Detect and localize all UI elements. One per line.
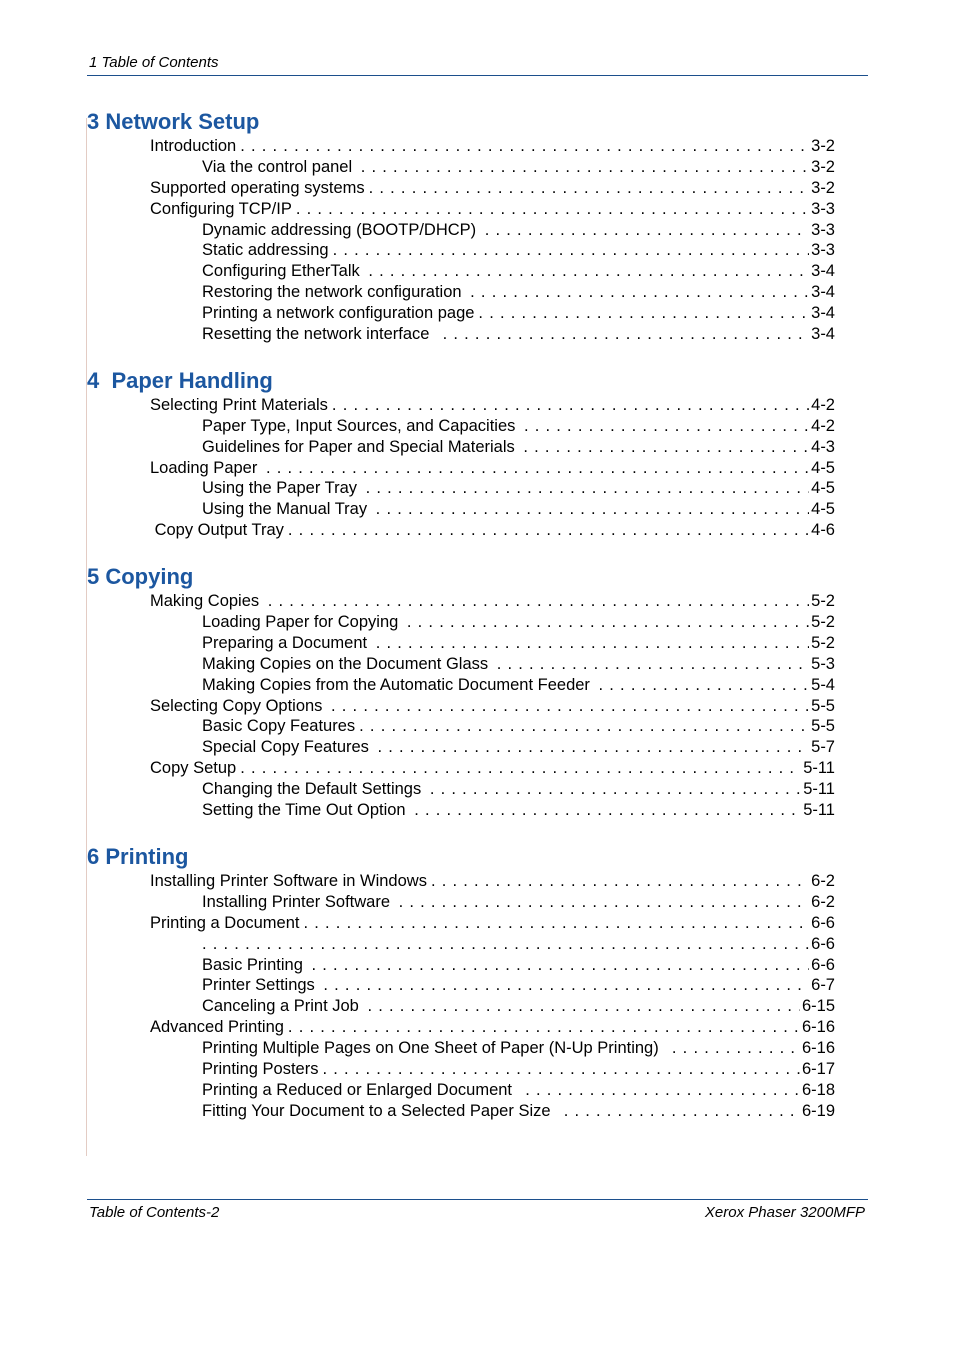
toc-entry[interactable] — [150, 520, 835, 541]
section-gap — [87, 541, 835, 563]
toc-entry-page: 6-16 — [801, 1018, 835, 1037]
toc-entry-title: Using the Manual Tray — [202, 500, 376, 518]
toc-entry-title: Making Copies from the Automatic Document Feeder — [202, 676, 599, 694]
dot-leader — [202, 220, 835, 241]
toc-entry-title: Advanced Printing — [150, 1018, 288, 1036]
toc-entry-page: 4-2 — [811, 395, 835, 414]
toc-entry-title: Changing the Default Settings — [202, 780, 430, 798]
toc-entry[interactable] — [150, 136, 835, 157]
toc-entry-title: Basic Copy Features — [202, 717, 359, 735]
toc-entry[interactable] — [150, 913, 835, 934]
toc-entry[interactable] — [202, 934, 835, 955]
page-header — [87, 53, 868, 76]
toc-entry-page: 5-11 — [803, 759, 835, 778]
toc-entry-page: 6-18 — [801, 1080, 835, 1099]
toc-entry-title: Printing a Document — [150, 914, 304, 932]
toc-entry[interactable] — [202, 1080, 835, 1101]
toc-entry-page: 6-19 — [801, 1101, 835, 1120]
dot-leader — [202, 303, 835, 324]
dot-leader — [202, 996, 835, 1017]
toc-entry-page: 5-4 — [811, 675, 835, 694]
toc-entry[interactable] — [202, 892, 835, 913]
toc-entry-title: Selecting Copy Options — [150, 697, 331, 715]
toc-entry[interactable] — [202, 654, 835, 675]
toc-entry-page: 6-2 — [811, 892, 835, 911]
dot-leader — [202, 716, 835, 737]
footer-left: Table of Contents-2 — [89, 1204, 220, 1221]
dot-leader — [150, 395, 835, 416]
toc-entry[interactable] — [202, 716, 835, 737]
toc-entry-title: Basic Printing — [202, 956, 311, 974]
toc-entry[interactable] — [202, 282, 835, 303]
toc-entry-title: Static addressing — [202, 241, 333, 259]
toc-entry-title: Preparing a Document — [202, 634, 376, 652]
chapter-title[interactable]: 3 Network Setup — [87, 109, 260, 134]
toc-entry[interactable] — [202, 675, 835, 696]
dot-leader — [202, 1101, 835, 1122]
header-text: 1 Table of Contents — [89, 54, 219, 71]
toc-entry-page: 6-17 — [801, 1059, 835, 1078]
toc-entry[interactable] — [202, 1101, 835, 1122]
toc-entry-page: 3-4 — [811, 283, 835, 302]
toc-entry-title: Copy Output Tray — [150, 521, 288, 539]
toc-entry-title: Restoring the network configuration — [202, 283, 470, 301]
dot-leader — [202, 499, 835, 520]
toc-entry[interactable] — [150, 1017, 835, 1038]
toc-entry[interactable] — [150, 871, 835, 892]
toc-entry-title: Paper Type, Input Sources, and Capacities — [202, 417, 524, 435]
toc-entry-page: 6-7 — [811, 976, 835, 995]
dot-leader — [202, 654, 835, 675]
toc-entry-page: 6-2 — [811, 871, 835, 890]
dot-leader — [202, 934, 835, 955]
toc-entry-page: 6-6 — [811, 955, 835, 974]
toc-entry-title: Making Copies — [150, 592, 268, 610]
toc-entry-title: Canceling a Print Job — [202, 997, 367, 1015]
toc-entry-title: Printing Posters — [202, 1060, 322, 1078]
toc-entry[interactable] — [202, 499, 835, 520]
toc-entry-title: Copy Setup — [150, 759, 240, 777]
toc-entry-page: 3-3 — [811, 241, 835, 260]
toc-entry-title: Installing Printer Software in Windows — [150, 872, 431, 890]
toc-chapter — [87, 843, 835, 1122]
toc-entry[interactable] — [202, 437, 835, 458]
toc-entry-page: 4-3 — [811, 437, 835, 456]
dot-leader — [202, 675, 835, 696]
toc-entry-title: Special Copy Features — [202, 738, 378, 756]
toc-entry-page: 5-7 — [811, 738, 835, 757]
toc-entry-page: 4-6 — [811, 521, 835, 540]
toc-chapter — [87, 108, 835, 345]
toc-entry[interactable] — [202, 633, 835, 654]
toc-entry-page: 6-6 — [811, 934, 835, 953]
toc-entry-title: Making Copies on the Document Glass — [202, 655, 497, 673]
toc-entry-page: 5-5 — [811, 717, 835, 736]
dot-leader — [150, 458, 835, 479]
toc-entry[interactable] — [150, 178, 835, 199]
dot-leader — [202, 478, 835, 499]
dot-leader — [150, 1017, 835, 1038]
toc-entry-page: 3-2 — [811, 178, 835, 197]
toc-entry-page: 4-5 — [811, 479, 835, 498]
toc-entry-title: Guidelines for Paper and Special Materials — [202, 438, 523, 456]
toc-entry-page: 5-2 — [811, 592, 835, 611]
dot-leader — [202, 240, 835, 261]
dot-leader — [202, 800, 835, 821]
dot-leader — [202, 737, 835, 758]
toc-entry-page: 3-4 — [811, 262, 835, 281]
dot-leader — [202, 437, 835, 458]
toc-entry[interactable] — [202, 975, 835, 996]
dot-leader — [202, 892, 835, 913]
table-of-contents — [87, 108, 835, 1122]
dot-leader — [202, 282, 835, 303]
toc-chapter — [87, 563, 835, 821]
dot-leader — [202, 779, 835, 800]
toc-entry[interactable] — [150, 696, 835, 717]
toc-entry[interactable] — [202, 324, 835, 345]
toc-entry-title: Dynamic addressing (BOOTP/DHCP) — [202, 221, 485, 239]
toc-entry[interactable] — [202, 779, 835, 800]
toc-entry-page: 6-6 — [811, 913, 835, 932]
toc-entry-title: Configuring EtherTalk — [202, 262, 368, 280]
toc-entry-page: 3-3 — [811, 220, 835, 239]
toc-entry-title: Selecting Print Materials — [150, 396, 332, 414]
toc-entry-page: 5-11 — [803, 780, 835, 799]
toc-entry[interactable] — [202, 416, 835, 437]
dot-leader — [150, 136, 835, 157]
toc-entry[interactable] — [150, 199, 835, 220]
toc-entry-page: 5-3 — [811, 654, 835, 673]
chapter-title[interactable]: 5 Copying — [87, 564, 194, 590]
dot-leader — [202, 324, 835, 345]
toc-entry[interactable] — [202, 303, 835, 324]
toc-entry[interactable] — [202, 240, 835, 261]
toc-entry-title: Configuring TCP/IP — [150, 200, 296, 218]
dot-leader — [150, 758, 835, 779]
dot-leader — [150, 199, 835, 220]
dot-leader — [150, 696, 835, 717]
dot-leader — [150, 913, 835, 934]
toc-entry[interactable] — [202, 800, 835, 821]
toc-entry-title: Using the Paper Tray — [202, 479, 366, 497]
toc-entry-title: Via the control panel — [202, 158, 361, 176]
dot-leader — [150, 178, 835, 199]
toc-entry[interactable] — [202, 737, 835, 758]
toc-entry-title: Loading Paper — [150, 459, 266, 477]
toc-entry[interactable] — [202, 612, 835, 633]
toc-entry[interactable] — [150, 591, 835, 612]
toc-entry-title: Printing a Reduced or Enlarged Document — [202, 1081, 525, 1099]
toc-entry-title: Fitting Your Document to a Selected Paper Size — [202, 1102, 564, 1120]
toc-entry[interactable] — [202, 1038, 835, 1059]
dot-leader — [202, 1059, 835, 1080]
chapter-title[interactable]: 6 Printing — [87, 843, 189, 869]
dot-leader — [150, 871, 835, 892]
toc-entry-title: Supported operating systems — [150, 179, 369, 197]
toc-entry[interactable] — [202, 220, 835, 241]
toc-entry-page: 6-15 — [801, 997, 835, 1016]
toc-entry-page: 3-4 — [811, 325, 835, 344]
toc-chapter — [87, 367, 835, 541]
toc-entry[interactable] — [202, 955, 835, 976]
dot-leader — [150, 520, 835, 541]
toc-entry[interactable] — [202, 478, 835, 499]
dot-leader — [202, 1038, 835, 1059]
toc-entry-page: 3-3 — [811, 199, 835, 218]
dot-leader — [202, 633, 835, 654]
toc-entry[interactable] — [202, 157, 835, 178]
toc-entry-title: Installing Printer Software — [202, 893, 399, 911]
toc-entry[interactable] — [150, 458, 835, 479]
toc-entry-page: 4-2 — [811, 416, 835, 435]
dot-leader — [202, 975, 835, 996]
dot-leader — [202, 261, 835, 282]
footer-right: Xerox Phaser 3200MFP — [704, 1204, 865, 1221]
toc-entry-page: 6-16 — [801, 1039, 835, 1058]
toc-entry-page: 5-2 — [811, 613, 835, 632]
dot-leader — [202, 1080, 835, 1101]
dot-leader — [202, 157, 835, 178]
toc-entry-title: Resetting the network interface — [202, 325, 443, 343]
dot-leader — [150, 591, 835, 612]
toc-entry-title: Printing Multiple Pages on One Sheet of Paper (N-Up Printing) — [202, 1039, 672, 1057]
section-gap — [87, 345, 835, 367]
toc-entry-page: 3-4 — [811, 304, 835, 323]
dot-leader — [202, 612, 835, 633]
toc-entry[interactable] — [202, 1059, 835, 1080]
toc-entry-title: Printing a network configuration page — [202, 304, 478, 322]
toc-entry-page: 3-2 — [811, 157, 835, 176]
toc-entry[interactable] — [202, 996, 835, 1017]
toc-entry-title: Setting the Time Out Option — [202, 801, 414, 819]
toc-entry[interactable] — [150, 395, 835, 416]
toc-entry-page: 5-2 — [811, 633, 835, 652]
toc-entry[interactable] — [202, 261, 835, 282]
toc-entry-page: 3-2 — [811, 137, 835, 155]
section-gap — [87, 821, 835, 843]
toc-entry-page: 5-5 — [811, 696, 835, 715]
toc-entry[interactable] — [150, 758, 835, 779]
toc-entry-title: Loading Paper for Copying — [202, 613, 407, 631]
dot-leader — [202, 416, 835, 437]
dot-leader — [202, 955, 835, 976]
toc-entry-title: Introduction — [150, 137, 240, 155]
toc-entry-page: 4-5 — [811, 458, 835, 477]
toc-entry-page: 4-5 — [811, 500, 835, 519]
toc-entry-title: Printer Settings — [202, 976, 323, 994]
chapter-title[interactable]: 4 Paper Handling — [87, 367, 273, 393]
page-footer — [87, 1199, 868, 1224]
toc-entry-page: 5-11 — [803, 801, 835, 820]
